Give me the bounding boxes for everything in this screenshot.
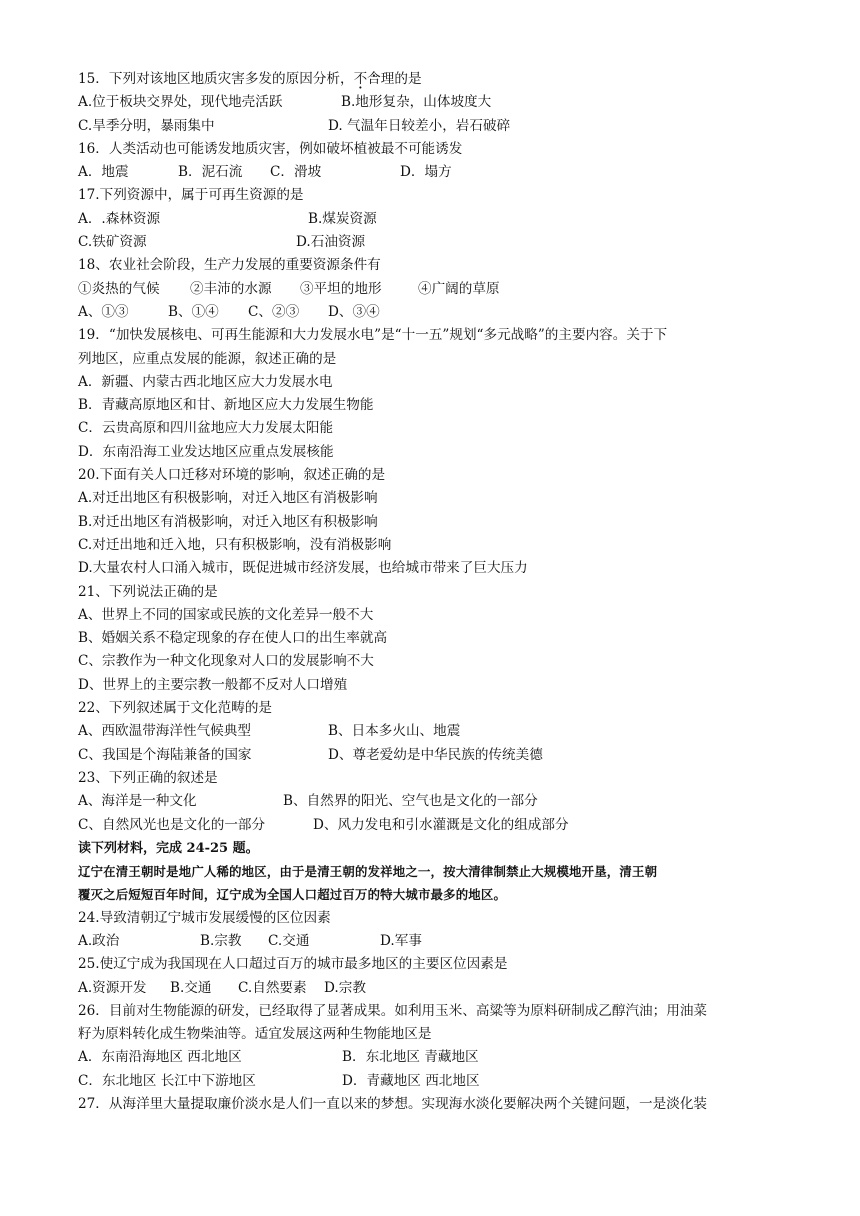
exam-page — [78, 68, 793, 1116]
question-16-stem: 16．人类活动也可能诱发地质灾害，例如破坏植被最不可能诱发 — [78, 140, 463, 157]
option-a: A.政治 — [78, 932, 120, 949]
option-d: D．青藏地区 西北地区 — [342, 1072, 480, 1089]
material-text-line2: 覆灭之后短短百年时间，辽宁成为全国人口超过百万的特大城市最多的地区。 — [78, 887, 507, 903]
option-b: B.煤炭资源 — [308, 210, 377, 227]
question-26-options-cd — [78, 1070, 793, 1093]
question-19-stem-line1: 19．“加快发展核电、可再生能源和大力发展水电”是“十一五”规划“多元战略”的主要内容。关于下 — [78, 327, 668, 344]
option-c: C.铁矿资源 — [78, 234, 147, 251]
question-26-stem-line1: 26．目前对生物能源的研发，已经取得了显著成果。如利用玉米、高粱等为原料研制成乙醇汽油；用油菜 — [78, 1002, 708, 1019]
option-c: C．云贵高原和四川盆地应大力发展太阳能 — [78, 420, 334, 437]
option-b: B、日本多火山、地震 — [328, 723, 461, 740]
condition-3: ③平坦的地形 — [300, 280, 382, 297]
option-a: A.位于板块交界处，现代地壳活跃 — [78, 94, 283, 111]
material-text-line1: 辽宁在清王朝时是地广人稀的地区，由于是清王朝的发祥地之一，按大清律制禁止大规模地开垦，清王朝 — [78, 864, 658, 880]
question-15-options-cd — [78, 115, 793, 138]
option-a: A、西欧温带海洋性气候典型 — [78, 723, 251, 740]
question-21-stem: 21、下列说法正确的是 — [78, 583, 218, 600]
question-24-options — [78, 930, 793, 953]
option-d: D、尊老爱幼是中华民族的传统美德 — [328, 746, 543, 763]
option-b: B、①④ — [168, 303, 219, 320]
question-18-conditions — [78, 278, 793, 301]
question-22-options-cd — [78, 744, 793, 767]
emphasis-char: 不 — [353, 71, 368, 87]
question-23-stem: 23、下列正确的叙述是 — [78, 769, 218, 786]
option-a: A、世界上不同的国家或民族的文化差异一般不大 — [78, 606, 374, 623]
question-27-stem-line1: 27．从海洋里大量提取廉价淡水是人们一直以来的梦想。实现海水淡化要解决两个关键问题，一是淡化装 — [78, 1096, 708, 1113]
question-15-options-ab — [78, 91, 793, 114]
question-25-stem: 25.使辽宁成为我国现在人口超过百万的城市最多地区的主要区位因素是 — [78, 956, 508, 973]
option-a: A、①③ — [78, 303, 129, 320]
option-b: B．青藏高原地区和甘、新地区应大力发展生物能 — [78, 397, 374, 414]
option-c: C．东北地区 长江中下游地区 — [78, 1072, 256, 1089]
option-a: A．新疆、内蒙古西北地区应大力发展水电 — [78, 373, 333, 390]
option-d: D、③④ — [328, 303, 380, 320]
option-c: C.交通 — [268, 932, 310, 949]
option-a: A．地震 — [78, 164, 129, 181]
option-c: C．滑坡 — [270, 164, 322, 181]
condition-1: ①炎热的气候 — [78, 280, 160, 297]
emphasis-char: 合 · — [367, 71, 381, 87]
question-22-stem: 22、下列叙述属于文化范畴的是 — [78, 700, 273, 717]
option-c: C.旱季分明，暴雨集中 — [78, 117, 215, 134]
option-b: B.交通 — [170, 979, 212, 996]
question-24-stem: 24.导致清朝辽宁城市发展缓慢的区位因素 — [78, 909, 331, 926]
option-c: C.对迁出地和迁入地，只有积极影响，没有消极影响 — [78, 536, 392, 553]
option-c: C、②③ — [248, 303, 300, 320]
question-16-options — [78, 161, 793, 184]
question-26-stem-line2: 籽为原料转化成生物柴油等。适宜发展这两种生物能地区是 — [78, 1026, 432, 1043]
option-d: D.军事 — [380, 932, 422, 949]
option-d: D.宗教 — [324, 979, 366, 996]
question-18-stem: 18、农业社会阶段，生产力发展的重要资源条件有 — [78, 257, 381, 274]
option-c: C.自然要素 — [238, 979, 307, 996]
option-c: C、我国是个海陆兼备的国家 — [78, 746, 252, 763]
question-17-options-ab — [78, 208, 793, 231]
question-25-options — [78, 977, 793, 1000]
option-a: A.资源开发 — [78, 979, 147, 996]
material-intro: 读下列材料，完成 24-25 题。 — [78, 840, 259, 856]
option-d: D.石油资源 — [296, 234, 366, 251]
option-a: A．.森林资源 — [78, 210, 161, 227]
question-17-stem: 17.下列资源中，属于可再生资源的是 — [78, 187, 304, 204]
question-19-stem-line2: 列地区，应重点发展的能源，叙述正确的是 — [78, 350, 337, 367]
condition-2: ②丰沛的水源 — [190, 280, 272, 297]
option-c: C、宗教作为一种文化现象对人口的发展影响不大 — [78, 653, 374, 670]
condition-4: ④广阔的草原 — [418, 280, 500, 297]
option-d: D．东南沿海工业发达地区应重点发展核能 — [78, 443, 334, 460]
option-d: D.大量农村人口涌入城市，既促进城市经济发展，也给城市带来了巨大压力 — [78, 560, 528, 577]
question-26-options-ab — [78, 1046, 793, 1069]
option-b: B．泥石流 — [178, 164, 243, 181]
option-b: B.对迁出地区有消极影响，对迁入地区有积极影响 — [78, 513, 378, 530]
option-d: D、风力发电和引水灌溉是文化的组成部分 — [313, 816, 569, 833]
question-23-options-ab — [78, 790, 793, 813]
option-d: D．塌方 — [400, 164, 452, 181]
option-b: B.地形复杂，山体坡度大 — [341, 94, 492, 111]
question-22-options-ab — [78, 720, 793, 743]
question-20-stem: 20.下面有关人口迁移对环境的影响，叙述正确的是 — [78, 467, 386, 484]
option-a: A、海洋是一种文化 — [78, 793, 197, 810]
option-b: B、自然界的阳光、空气也是文化的一部分 — [283, 793, 538, 810]
option-b: B、婚姻关系不稳定现象的存在使人口的出生率就高 — [78, 630, 388, 647]
option-b: B．东北地区 青藏地区 — [342, 1049, 479, 1066]
option-a: A.对迁出地区有积极影响，对迁入地区有消极影响 — [78, 490, 378, 507]
option-d: D、世界上的主要宗教一般都不反对人口增殖 — [78, 676, 348, 693]
question-17-options-cd — [78, 231, 793, 254]
option-b: B.宗教 — [200, 932, 242, 949]
question-15-stem: 15．下列对该地区地质灾害多发的原因分析，不合 ·理的是 — [78, 68, 793, 91]
option-d: D. 气温年日较差小，岩石破碎 — [328, 117, 511, 134]
question-23-options-cd — [78, 814, 793, 837]
question-18-options — [78, 301, 793, 324]
option-c: C、自然风光也是文化的一部分 — [78, 816, 266, 833]
option-a: A．东南沿海地区 西北地区 — [78, 1049, 242, 1066]
